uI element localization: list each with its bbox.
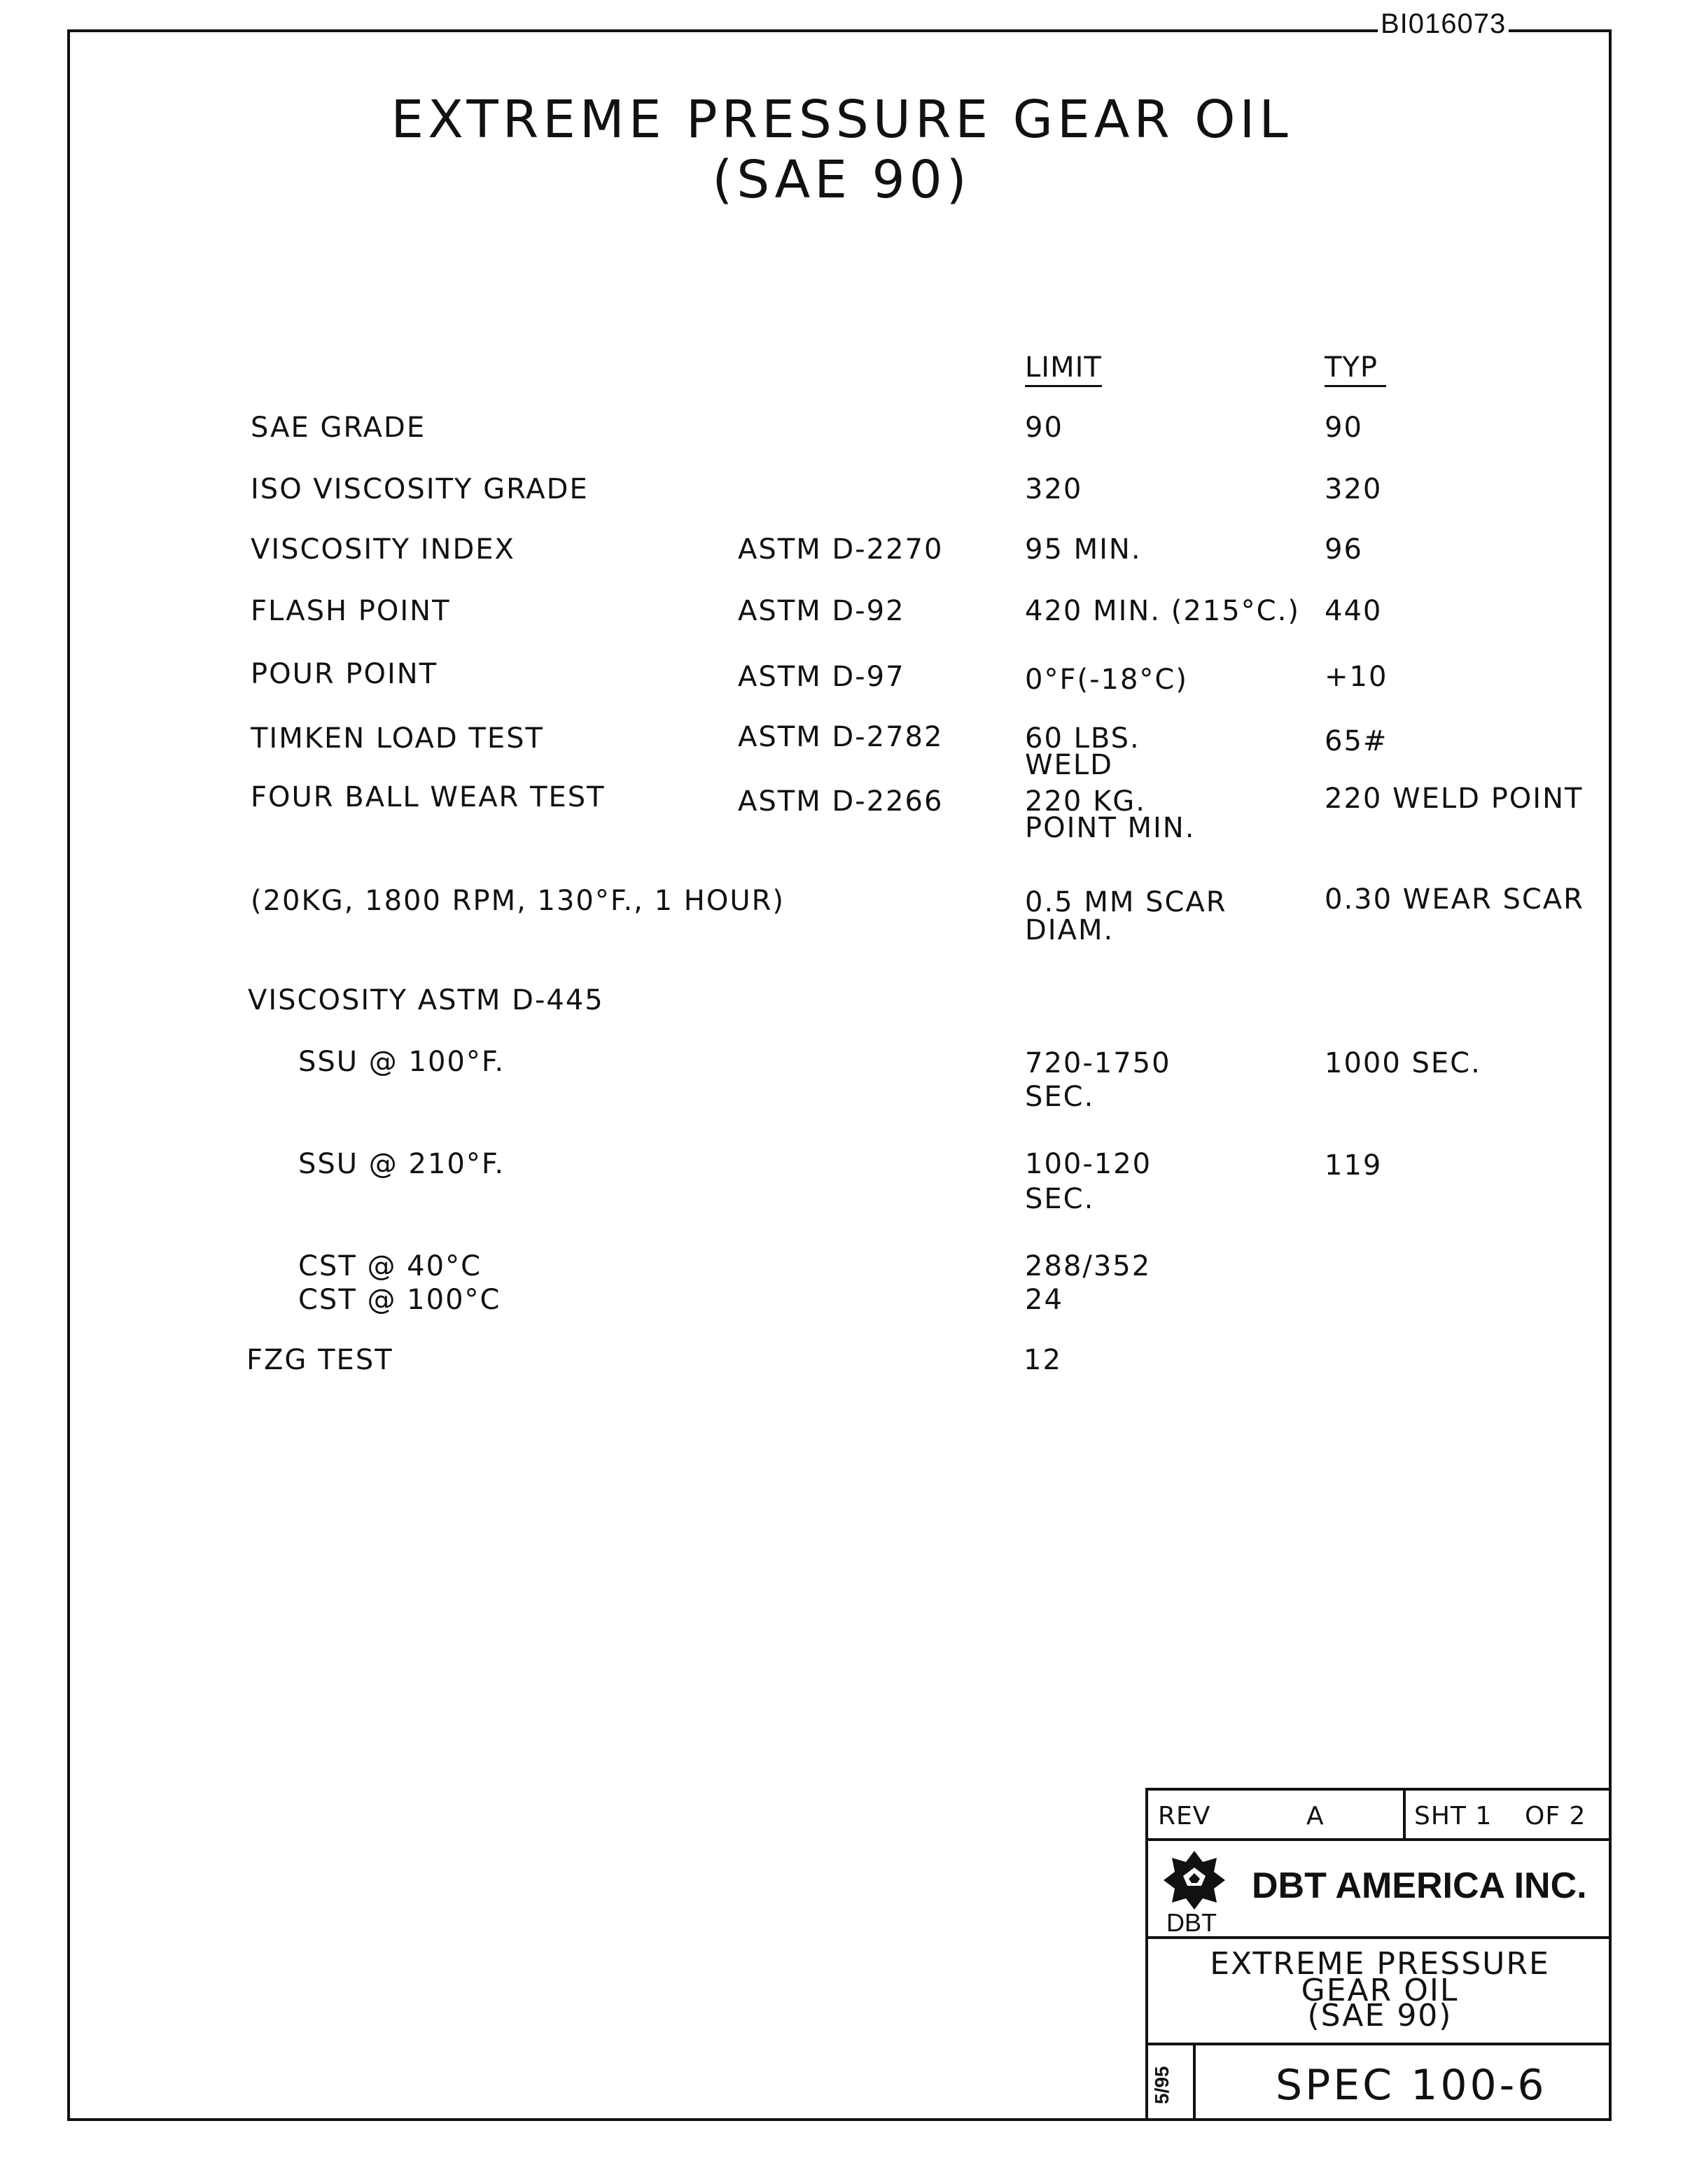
row-iso-viscosity-grade-limit: 320 (1025, 473, 1083, 505)
row-viscosity-index-limit: 95 MIN. (1025, 533, 1142, 566)
row-viscosity-astm-name: VISCOSITY ASTM D-445 (248, 984, 604, 1016)
row-viscosity-index-typ: 96 (1325, 533, 1363, 566)
row-pour-point-name: POUR POINT (251, 658, 438, 690)
row-ssu-100f-typ: 1000 SEC. (1325, 1047, 1481, 1079)
row-fzg-test-limit: 12 (1024, 1344, 1062, 1376)
doc-title-line-2: GEAR OIL (1301, 1973, 1459, 2008)
page-title-line-1: EXTREME PRESSURE GEAR OIL (391, 90, 1292, 150)
rev-divider (1403, 1791, 1406, 1841)
row-wear-conditions-limit-2: DIAM. (1025, 914, 1115, 946)
row-timken-load-test-name: TIMKEN LOAD TEST (251, 722, 544, 755)
row-four-ball-wear-test-typ: 220 WELD POINT (1325, 783, 1584, 815)
date-label: 5/95 (1151, 2066, 1173, 2104)
row-ssu-210f-limit-1: 100-120 (1025, 1148, 1152, 1180)
row-iso-viscosity-grade-typ: 320 (1325, 473, 1383, 505)
logo-caption: DBT (1166, 1908, 1217, 1937)
row-fzg-test-name: FZG TEST (246, 1344, 393, 1376)
row-four-ball-wear-test-limit-1: 220 KG. (1025, 785, 1147, 818)
row-ssu-210f-name: SSU @ 210°F. (298, 1148, 505, 1180)
row-flash-point-name: FLASH POINT (251, 595, 451, 627)
company-name: DBT AMERICA INC. (1252, 1865, 1587, 1906)
doc-title-line-1: EXTREME PRESSURE (1210, 1946, 1550, 1982)
page-title-line-2: (SAE 90) (712, 150, 971, 210)
title-block (1145, 1788, 1612, 2121)
row-pour-point-typ: +10 (1325, 661, 1388, 693)
row-four-ball-wear-test-name: FOUR BALL WEAR TEST (251, 781, 606, 813)
row-iso-viscosity-grade-name: ISO VISCOSITY GRADE (251, 473, 589, 505)
row-ssu-100f-limit-1: 720-1750 (1025, 1047, 1171, 1079)
row-pour-point-method: ASTM D-97 (738, 661, 905, 693)
row-ssu-100f-limit-2: SEC. (1025, 1081, 1095, 1113)
dbt-logo-icon (1162, 1848, 1227, 1912)
row-ssu-210f-limit-2: SEC. (1025, 1183, 1095, 1215)
row-cst-100c-limit: 24 (1025, 1284, 1063, 1316)
title-block-doc-title (1148, 1939, 1612, 2045)
row-cst-40c-limit: 288/352 (1025, 1250, 1152, 1282)
row-sae-grade-typ: 90 (1325, 412, 1363, 444)
row-wear-conditions-limit-1: 0.5 MM SCAR (1025, 886, 1227, 918)
date-divider (1193, 2045, 1196, 2121)
rev-value: A (1306, 1802, 1325, 1830)
title-block-company-row (1148, 1841, 1612, 1939)
row-pour-point-limit: 0°F(-18°C) (1025, 664, 1188, 696)
row-four-ball-wear-test-limit-2: POINT MIN. (1025, 812, 1196, 844)
row-cst-100c-name: CST @ 100°C (298, 1284, 501, 1316)
row-flash-point-typ: 440 (1325, 595, 1383, 627)
sheet-label: SHT 1 (1414, 1802, 1493, 1830)
rev-label: REV (1158, 1802, 1211, 1830)
typ-column-header: TYP (1325, 351, 1386, 387)
row-wear-conditions-typ: 0.30 WEAR SCAR (1325, 883, 1584, 916)
limit-column-header: LIMIT (1025, 351, 1102, 387)
row-sae-grade-name: SAE GRADE (251, 412, 426, 444)
row-flash-point-limit: 420 MIN. (215°C.) (1025, 595, 1300, 627)
title-block-rev-row (1148, 1791, 1612, 1841)
row-timken-load-test-method: ASTM D-2782 (738, 721, 944, 753)
of-label: OF 2 (1525, 1802, 1586, 1830)
row-four-ball-wear-test-method: ASTM D-2266 (738, 785, 944, 818)
spec-number: SPEC 100-6 (1276, 2061, 1547, 2110)
row-viscosity-index-method: ASTM D-2270 (738, 533, 944, 566)
row-ssu-210f-typ: 119 (1325, 1149, 1383, 1182)
row-timken-load-test-typ: 65# (1325, 725, 1388, 757)
row-timken-load-test-limit-1: 60 LBS. (1025, 722, 1140, 755)
document-id: BI016073 (1378, 8, 1509, 40)
row-wear-conditions-name: (20KG, 1800 RPM, 130°F., 1 HOUR) (251, 885, 785, 917)
row-viscosity-index-name: VISCOSITY INDEX (251, 533, 515, 566)
title-block-spec-row (1148, 2045, 1612, 2121)
row-cst-40c-name: CST @ 40°C (298, 1250, 482, 1282)
row-sae-grade-limit: 90 (1025, 412, 1063, 444)
doc-title-line-3: (SAE 90) (1307, 1998, 1453, 2033)
row-timken-load-test-limit-2: WELD (1025, 749, 1113, 781)
row-flash-point-method: ASTM D-92 (738, 595, 905, 627)
row-ssu-100f-name: SSU @ 100°F. (298, 1046, 505, 1078)
